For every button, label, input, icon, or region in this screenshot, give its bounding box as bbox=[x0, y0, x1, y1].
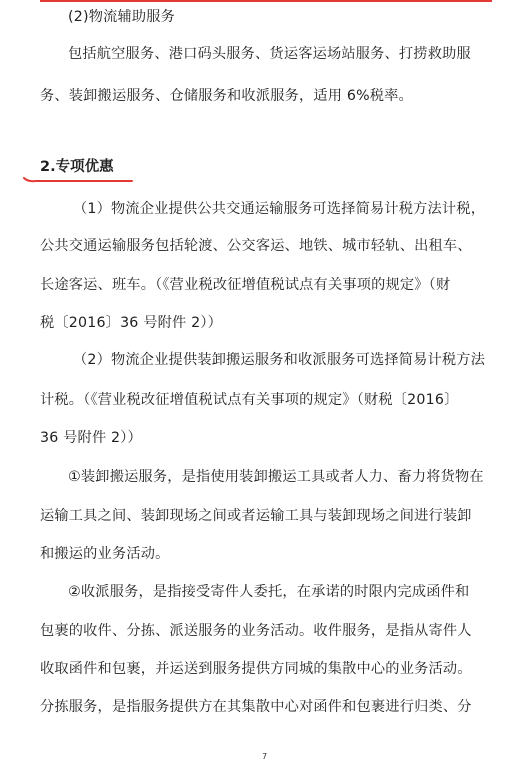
paragraph-line: 包括航空服务、港口码头服务、货运客运场站服务、打捞救助服 bbox=[68, 46, 471, 62]
section-title: 2.专项优惠 bbox=[40, 159, 114, 175]
paragraph-line: 分拣服务，是指服务提供方在其集散中心对函件和包裹进行归类、分 bbox=[40, 699, 472, 715]
paragraph-line: 务、装卸搬运服务、仓储服务和收派服务，适用 6%税率。 bbox=[40, 88, 413, 104]
paragraph-line: 计税。（《营业税改征增值税试点有关事项的规定》（财税〔2016〕 bbox=[40, 392, 459, 408]
paragraph-line: 收取函件和包裹，并运送到服务提供方同城的集散中心的业务活动。 bbox=[40, 661, 472, 677]
paragraph-line: ①装卸搬运服务，是指使用装卸搬运工具或者人力、畜力将货物在 bbox=[68, 469, 484, 485]
paragraph-line: （2）物流企业提供装卸搬运服务和收派服务可选择简易计税方法 bbox=[73, 352, 486, 368]
red-underline-annotation bbox=[22, 176, 134, 184]
paragraph-line: 和搬运的业务活动。 bbox=[40, 546, 170, 562]
paragraph-line: 公共交通运输服务包括轮渡、公交客运、地铁、城市轻轨、出租车、 bbox=[40, 238, 472, 254]
header-red-rule bbox=[40, 0, 492, 2]
page-number: 7 bbox=[262, 752, 268, 761]
paragraph-line: 包裹的收件、分拣、派送服务的业务活动。收件服务，是指从寄件人 bbox=[40, 623, 472, 639]
paragraph-line: 长途客运、班车。（《营业税改征增值税试点有关事项的规定》（财 bbox=[40, 277, 451, 293]
paragraph-line: 运输工具之间、装卸现场之间或者运输工具与装卸现场之间进行装卸 bbox=[40, 508, 472, 524]
subsection-heading: (2)物流辅助服务 bbox=[68, 9, 176, 25]
paragraph-line: 36 号附件 2）） bbox=[40, 430, 142, 446]
paragraph-line: ②收派服务，是指接受寄件人委托，在承诺的时限内完成函件和 bbox=[68, 584, 470, 600]
paragraph-line: （1）物流企业提供公共交通运输服务可选择简易计税方法计税， bbox=[73, 201, 486, 217]
paragraph-line: 税〔2016〕36 号附件 2）） bbox=[40, 315, 223, 331]
